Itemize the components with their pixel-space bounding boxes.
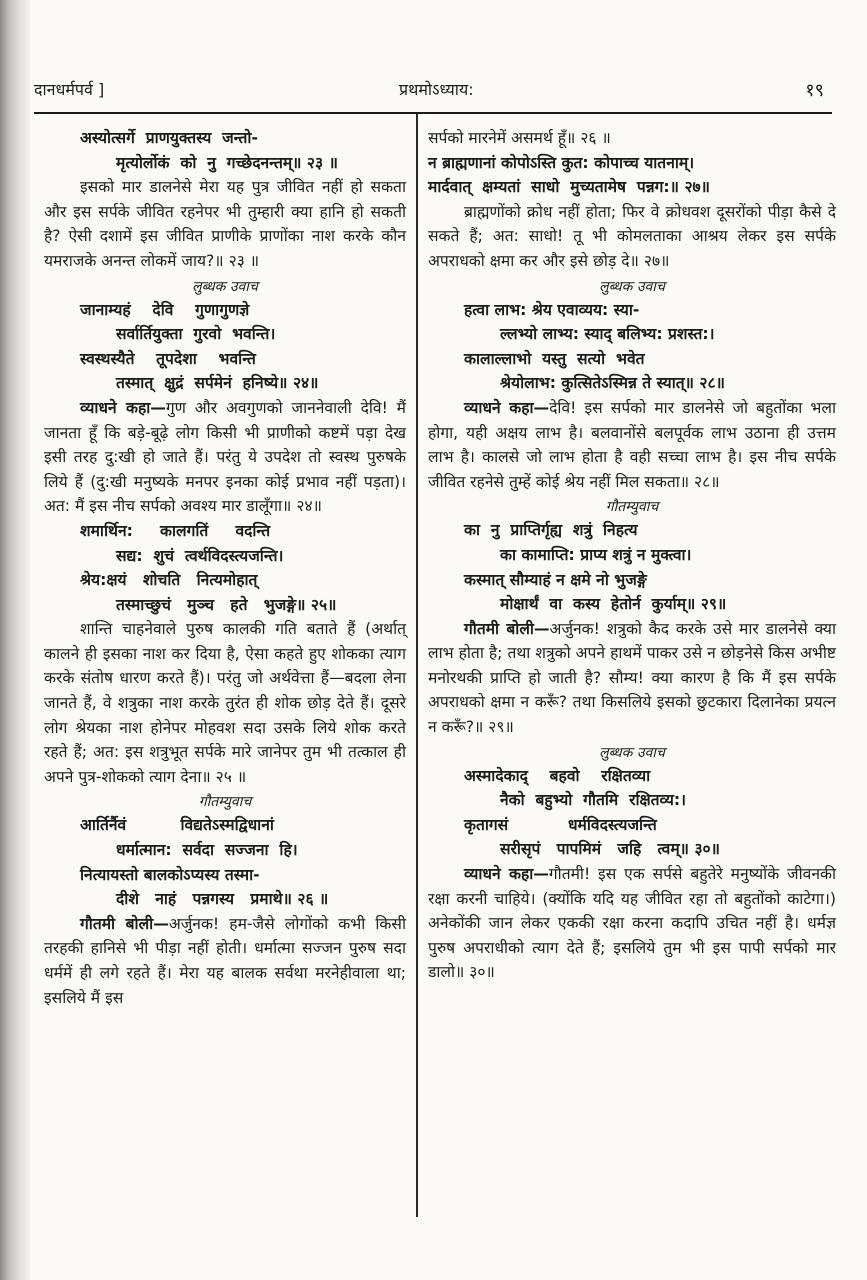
page-number: १९: [805, 80, 824, 101]
speaker-lead: व्याधने कहा—: [464, 398, 550, 417]
verse-line: कालाल्लाभो यस्तु सत्यो भवेत: [464, 349, 645, 368]
commentary-paragraph: गौतमी बोली—अर्जुनक! शत्रुको कैद करके उसे मार डालनेसे क्या लाभ होता है; तथा शत्रुको अपने हाथमें पाकर उसे न छोड़नेसे किस अभीष्ट मनोरथकी प्राप्ति हो जाती है? सौम्य! क्या कारण है कि मैं इस सर्पके अपराधको क्षमा न करूँ? तथा किसलिये इसको छुटकारा दिलानेका प्रयत्न न करूँ?॥ २९॥: [428, 619, 836, 737]
verse-line: का नु प्राप्तिर्गृह्य शत्रुं निहत्य: [464, 521, 638, 540]
verse-line: श्रेयोलाभ: कुत्सितेऽस्मिन्न ते स्यात्॥ २८॥: [500, 374, 725, 393]
commentary-paragraph: व्याधने कहा—देवि! इस सर्पको मार डालनेसे जो बहुतोंका भला होगा, यही अक्षय लाभ है। बलवानोंसे बलपूर्वक लाभ उठाना ही उत्तम लाभ है। कालसे जो लाभ होता है वही सच्चा लाभ है। इस नीच सर्पके जीवित रहनेसे तुम्हें कोई श्रेय नहीं मिल सकता॥ २८॥: [428, 398, 836, 491]
verse-line: का कामाप्ति: प्राप्य शत्रुं न मुक्त्वा।: [500, 545, 692, 564]
speaker-lead: गौतमी बोली—: [80, 914, 169, 933]
verse-line: स्वस्थस्यैते तूपदेशा भवन्ति: [80, 349, 256, 368]
commentary-paragraph: ब्राह्मणोंको क्रोध नहीं होता; फिर वे क्रोधवश दूसरोंको पीड़ा कैसे दे सकते हैं; अत: साधो! तू भी कोमलताका आश्रय लेकर इस सर्पके अपराधको क्षमा कर और इसे छोड़ दे॥ २७॥: [428, 202, 836, 270]
verse-line: नित्यायस्तो बालकोऽप्यस्य तस्मा-: [80, 865, 260, 884]
verse-line: अस्मादेकाद् बहवो रक्षितव्या: [464, 766, 651, 785]
verse-line: सरीसृपं पापमिमं जहि त्वम्॥ ३०॥: [500, 840, 721, 859]
verse-line: कृतागसं धर्मविदस्त्यजन्ति: [464, 815, 657, 834]
verse-line: सर्वार्तियुक्ता गुरवो भवन्ति।: [116, 325, 276, 344]
verse-line: जानाम्यहं देवि गुणागुणज्ञे: [80, 300, 250, 319]
verse-line: अस्योत्सर्गे प्राणयुक्तस्य जन्तो-: [80, 129, 258, 147]
commentary-paragraph: शान्ति चाहनेवाले पुरुष कालकी गति बताते हैं (अर्थात् कालने ही इसका नाश कर दिया है, ऐसा कहते हुए शोकका त्याग करके संतोष धारण करते हैं)। परंतु जो अर्थवेत्ता हैं—बदला लेना जानते हैं, वे शत्रुका नाश करके तुरंत ही शोक छोड़ देते हैं। दूसरे लोग श्रेयका नाश होनेपर मोहवश सदा उसके लिये शोक करते रहते हैं; अत: इस शत्रुभूत सर्पके मारे जानेपर तुम भी तत्काल ही अपने पुत्र-शोकको त्याग देना॥ २५ ॥: [44, 620, 406, 786]
verse-line: आर्तिर्नैवं विद्यतेऽस्मद्विधानां: [80, 816, 274, 835]
left-column: [44, 126, 406, 1010]
verse-line: तस्माच्छुचं मुञ्च हते भुजङ्गे॥ २५॥: [116, 595, 337, 614]
verse-line: नैको बहुभ्यो गौतमि रक्षितव्य:।: [500, 791, 687, 810]
commentary-paragraph: गौतमी बोली—अर्जुनक! हम-जैसे लोगोंको कभी किसी तरहकी हानिसे भी पीड़ा नहीं होती। धर्मात्मा सज्जन पुरुष सदा धर्ममें ही लगे रहते हैं। मेरा यह बालक सर्वथा मरनेहीवाला था; इसलिये मैं इस: [44, 914, 406, 1007]
verse-line: सद्य: शुचं त्वर्थविदस्त्यजन्ति।: [116, 546, 284, 565]
page-header: [34, 78, 834, 104]
right-column: [428, 126, 836, 985]
chapter-title: प्रथमोऽध्याय:: [399, 80, 474, 99]
commentary-paragraph: व्याधने कहा—गौतमी! इस एक सर्पसे बहुतेरे मनुष्योंके जीवनकी रक्षा करनी चाहिये। (क्योंकि यदि यह जीवित रहा तो बहुतोंको काटेगा।) अनेकोंकी जान लेकर एककी रक्षा करना कदापि उचित नहीं है। धर्मज्ञ पुरुष अपराधीको त्याग देते हैं; इसलिये तुम भी इस पापी सर्पको मार डालो॥ ३०॥: [428, 865, 836, 982]
section-title: दानधर्मपर्व ]: [34, 80, 105, 99]
verse-line: श्रेय:क्षयं शोचति नित्यमोहात्: [80, 571, 258, 590]
book-page: [34, 0, 867, 1280]
verse-line: कस्मात् सौम्याहं न क्षमे नो भुजङ्गे: [464, 570, 647, 589]
verse-line: धर्मात्मान: सर्वदा सज्जना हि।: [116, 841, 298, 860]
verse-line: न ब्राह्मणानां कोपोऽस्ति कुत: कोपाच्च यातनाम्।: [428, 153, 695, 172]
speaker-heading: लुब्धक उवाच: [599, 278, 665, 295]
verse-line: ल्लभ्यो लाभ्य: स्याद् बलिभ्य: प्रशस्त:।: [500, 325, 715, 344]
speaker-lead: व्याधने कहा—: [80, 398, 166, 417]
speaker-heading: गौतम्युवाच: [198, 794, 252, 811]
verse-line: मृत्योर्लोकं को नु गच्छेदनन्तम्॥ २३ ॥: [116, 153, 338, 172]
speaker-lead: गौतमी बोली—: [464, 619, 550, 638]
verse-line: शमार्थिन: कालगतिं वदन्ति: [80, 521, 271, 540]
verse-line: दीशे नाहं पन्नगस्य प्रमाथे॥ २६ ॥: [116, 890, 329, 909]
speaker-lead: व्याधने कहा—: [464, 865, 549, 884]
verse-line: तस्मात् क्षुद्रं सर्पमेनं हनिष्ये॥ २४॥: [116, 374, 319, 393]
speaker-heading: लुब्धक उवाच: [192, 278, 258, 295]
verse-line: मार्दवात् क्षम्यतां साधो मुच्यतामेष पन्नग:॥ २७॥: [428, 178, 711, 197]
book-binding-edge: [0, 0, 30, 1280]
commentary-paragraph: सर्पको मारनेमें असमर्थ हूँ॥ २६ ॥: [428, 129, 611, 147]
header-rule: [34, 112, 832, 114]
column-divider: [416, 114, 418, 1217]
speaker-heading: गौतम्युवाच: [605, 499, 659, 516]
commentary-paragraph: व्याधने कहा—गुण और अवगुणको जाननेवाली देवि! मैं जानता हूँ कि बड़े-बूढ़े लोग किसी भी प्राणीको कष्टमें पड़ा देख इसी तरह दु:खी हो जाते हैं। परंतु ये उपदेश तो स्वस्थ पुरुषके लिये हैं (दु:खी मनुष्यके मनपर इनका कोई प्रभाव नहीं पड़ता)। अत: मैं इस नीच सर्पको अवश्य मार डालूँगा॥ २४॥: [44, 398, 407, 516]
verse-line: हत्वा लाभ: श्रेय एवाव्यय: स्या-: [464, 300, 640, 319]
verse-line: मोक्षार्थं वा कस्य हेतोर्न कुर्याम्॥ २९॥: [500, 595, 727, 614]
speaker-heading: लुब्धक उवाच: [599, 744, 665, 761]
commentary-paragraph: इसको मार डालनेसे मेरा यह पुत्र जीवित नहीं हो सकता और इस सर्पके जीवित रहनेपर भी तुम्हारी क्या हानि हो सकती है? ऐसी दशामें इस जीवित प्राणीके प्राणोंका नाश करके कौन यमराजके अनन्त लोकमें जाय?॥ २३ ॥: [44, 178, 406, 270]
